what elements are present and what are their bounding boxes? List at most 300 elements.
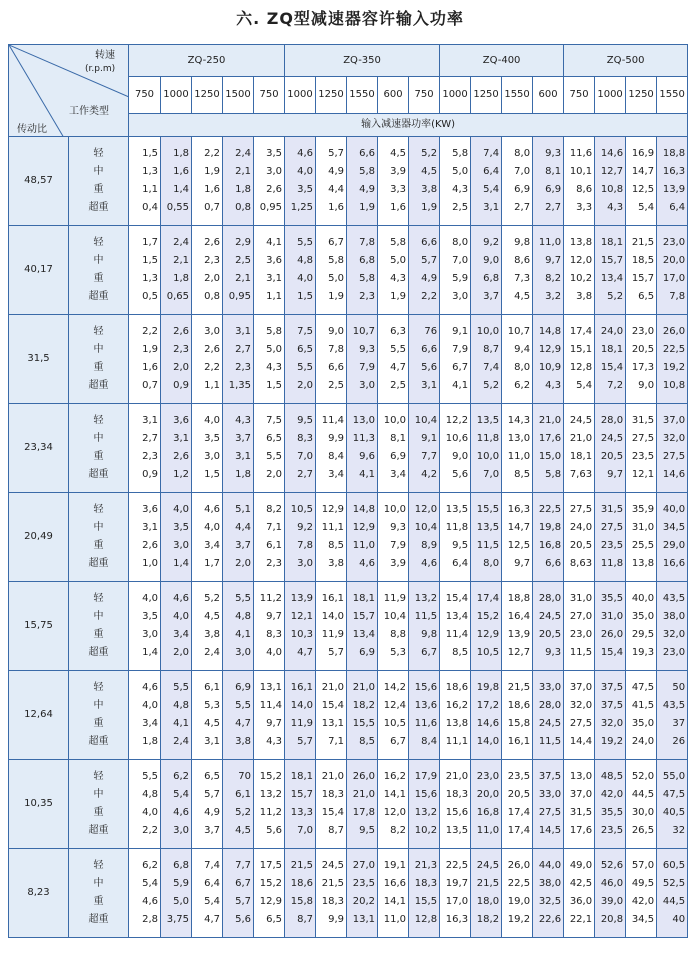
power-value: 3,0 xyxy=(142,629,158,640)
power-value: 9,5 xyxy=(359,825,376,836)
power-value-cell xyxy=(347,404,378,493)
power-value-cell xyxy=(254,404,285,493)
power-value-cell xyxy=(409,582,440,671)
power-value: 4,5 xyxy=(514,291,531,302)
power-value: 0,95 xyxy=(228,291,251,302)
work-type-label: 超重 xyxy=(88,202,109,213)
table-row xyxy=(9,849,688,938)
power-value: 2,7 xyxy=(235,344,251,355)
power-value: 7,8 xyxy=(328,344,345,355)
power-value: 7,2 xyxy=(607,380,624,391)
power-value-cell xyxy=(129,582,161,671)
power-value: 3,6 xyxy=(266,255,283,266)
power-value-cell xyxy=(564,404,595,493)
power-value: 24,5 xyxy=(538,718,562,729)
power-value-cell xyxy=(533,582,564,671)
power-value: 14,1 xyxy=(383,896,407,907)
power-value: 3,0 xyxy=(297,558,314,569)
power-value: 12,9 xyxy=(476,629,500,640)
power-value: 13,9 xyxy=(290,593,314,604)
power-value: 2,0 xyxy=(173,647,189,658)
power-value-cell xyxy=(192,671,223,760)
power-value: 21,0 xyxy=(445,771,469,782)
power-value: 5,9 xyxy=(452,273,469,284)
power-value: 3,5 xyxy=(266,148,283,159)
power-value: 9,7 xyxy=(266,611,283,622)
power-value-cell xyxy=(254,671,285,760)
power-value: 15,7 xyxy=(290,789,314,800)
power-value: 5,8 xyxy=(452,148,469,159)
speed-unit-label: (r.p.m) xyxy=(85,64,116,74)
power-value: 21,0 xyxy=(538,415,562,426)
power-value: 16,1 xyxy=(321,593,345,604)
power-value: 6,7 xyxy=(421,647,438,658)
model-header: ZQ-350 xyxy=(285,45,440,77)
power-value: 9,0 xyxy=(452,451,469,462)
power-value-cell xyxy=(223,404,254,493)
power-value: 17,3 xyxy=(631,362,655,373)
power-value: 15,5 xyxy=(414,896,438,907)
power-value: 12,0 xyxy=(569,255,593,266)
power-value-cell xyxy=(595,404,626,493)
ratio-cell: 20,49 xyxy=(9,493,69,582)
power-value: 32,0 xyxy=(662,629,686,640)
power-value: 5,2 xyxy=(421,148,438,159)
power-value: 1,4 xyxy=(173,184,189,195)
power-value: 5,5 xyxy=(235,700,251,711)
power-value: 4,3 xyxy=(235,415,251,426)
power-value-cell xyxy=(471,493,502,582)
power-value-cell xyxy=(347,849,378,938)
power-value: 47,5 xyxy=(631,682,655,693)
power-value: 12,8 xyxy=(569,362,593,373)
power-value: 7,0 xyxy=(483,469,500,480)
speed-header-cell: 750 xyxy=(564,77,595,114)
power-value: 15,2 xyxy=(259,878,283,889)
power-value: 13,0 xyxy=(352,415,376,426)
power-value: 12,1 xyxy=(631,469,655,480)
power-value: 5,4 xyxy=(204,896,220,907)
power-value: 6,9 xyxy=(514,184,531,195)
power-value: 37 xyxy=(672,718,686,729)
power-value: 18,3 xyxy=(321,896,345,907)
power-value: 2,2 xyxy=(204,148,220,159)
power-value: 6,5 xyxy=(266,433,283,444)
power-value: 37,0 xyxy=(569,789,593,800)
power-value: 11,4 xyxy=(445,629,469,640)
power-value: 34,5 xyxy=(662,522,686,533)
power-value: 24,5 xyxy=(538,611,562,622)
power-value: 21,5 xyxy=(321,878,345,889)
power-value: 40,5 xyxy=(662,807,686,818)
speed-header-cell: 600 xyxy=(378,77,409,114)
power-value: 9,5 xyxy=(297,415,314,426)
power-value-cell xyxy=(161,137,192,226)
power-value: 5,5 xyxy=(235,593,251,604)
power-value-cell xyxy=(440,137,471,226)
power-value: 2,0 xyxy=(173,362,189,373)
power-value: 25,5 xyxy=(631,540,655,551)
work-type-label: 中 xyxy=(93,255,104,266)
power-value: 16,2 xyxy=(445,700,469,711)
power-value-cell xyxy=(564,137,595,226)
power-value-cell xyxy=(223,226,254,315)
power-value: 20,0 xyxy=(662,255,686,266)
power-value: 3,4 xyxy=(173,629,189,640)
power-value: 7,9 xyxy=(452,344,469,355)
power-value-cell xyxy=(347,760,378,849)
power-value-cell xyxy=(254,137,285,226)
power-value: 24,5 xyxy=(569,415,593,426)
power-value: 4,0 xyxy=(297,166,314,177)
power-value: 5,2 xyxy=(204,593,220,604)
work-type-label: 中 xyxy=(93,522,104,533)
power-value: 8,2 xyxy=(266,504,283,515)
power-value: 4,0 xyxy=(142,807,158,818)
power-value: 11,9 xyxy=(290,718,314,729)
power-value: 5,3 xyxy=(204,700,220,711)
power-value: 19,8 xyxy=(476,682,500,693)
speed-header-cell: 1000 xyxy=(161,77,192,114)
speed-header-cell: 1250 xyxy=(471,77,502,114)
power-value: 13,4 xyxy=(600,273,624,284)
power-value: 26,0 xyxy=(352,771,376,782)
power-value: 5,5 xyxy=(297,362,314,373)
power-value: 8,9 xyxy=(421,540,438,551)
power-value: 3,7 xyxy=(235,433,251,444)
model-header: ZQ-250 xyxy=(129,45,285,77)
power-value: 6,7 xyxy=(390,736,407,747)
power-value: 4,8 xyxy=(142,789,158,800)
power-value-cell xyxy=(502,315,533,404)
power-value: 15,2 xyxy=(476,611,500,622)
power-value-cell xyxy=(223,671,254,760)
power-value-cell xyxy=(471,226,502,315)
power-value: 6,4 xyxy=(452,558,469,569)
power-value: 12,9 xyxy=(352,522,376,533)
power-value: 10,5 xyxy=(476,647,500,658)
power-value-cell xyxy=(533,760,564,849)
power-value-cell xyxy=(254,493,285,582)
power-value: 4,7 xyxy=(390,362,407,373)
work-type-label: 重 xyxy=(93,362,104,373)
power-value: 10,0 xyxy=(383,415,407,426)
power-value: 4,6 xyxy=(421,558,438,569)
model-header: ZQ-500 xyxy=(564,45,688,77)
power-value: 8,7 xyxy=(328,825,345,836)
power-value: 13,1 xyxy=(352,914,376,925)
power-value: 6,4 xyxy=(669,202,686,213)
work-type-label: 重 xyxy=(93,273,104,284)
power-value-cell xyxy=(378,760,409,849)
power-value: 18,2 xyxy=(476,914,500,925)
power-value: 18,8 xyxy=(507,593,531,604)
power-value: 6,8 xyxy=(173,860,189,871)
power-value: 32,0 xyxy=(600,718,624,729)
power-unit-header: 输入减速器功率(KW) xyxy=(129,114,688,137)
power-value: 12,7 xyxy=(507,647,531,658)
power-value: 15,6 xyxy=(414,789,438,800)
power-value-cell xyxy=(285,137,316,226)
power-value-cell xyxy=(533,671,564,760)
power-value: 5,8 xyxy=(390,237,407,248)
power-value: 18,3 xyxy=(414,878,438,889)
power-value: 3,2 xyxy=(545,291,562,302)
power-value: 11,0 xyxy=(352,540,376,551)
power-value: 6,2 xyxy=(514,380,531,391)
power-value-cell xyxy=(285,315,316,404)
power-value: 29,5 xyxy=(631,629,655,640)
power-value-cell xyxy=(285,671,316,760)
power-value: 13,5 xyxy=(476,522,500,533)
power-value: 18,2 xyxy=(352,700,376,711)
power-value: 2,3 xyxy=(359,291,376,302)
power-value: 5,8 xyxy=(359,273,376,284)
work-type-cell xyxy=(69,493,129,582)
power-value: 20,5 xyxy=(507,789,531,800)
power-value: 5,6 xyxy=(421,362,438,373)
power-value: 1,8 xyxy=(235,469,251,480)
power-value: 6,5 xyxy=(204,771,220,782)
power-value: 13,9 xyxy=(662,184,686,195)
power-value-cell xyxy=(129,137,161,226)
power-value: 0,4 xyxy=(142,202,158,213)
power-value: 11,4 xyxy=(259,700,283,711)
power-value-cell xyxy=(440,493,471,582)
power-value: 22,6 xyxy=(538,914,562,925)
power-value: 1,3 xyxy=(142,166,158,177)
power-value: 1,9 xyxy=(390,291,407,302)
power-value-cell xyxy=(533,137,564,226)
power-value: 6,6 xyxy=(545,558,562,569)
power-value: 8,63 xyxy=(569,558,593,569)
speed-header-cell: 1550 xyxy=(347,77,378,114)
power-value: 14,3 xyxy=(507,415,531,426)
power-value: 32,0 xyxy=(569,700,593,711)
ratio-label: 传动比 xyxy=(17,124,47,135)
power-value: 2,0 xyxy=(266,469,283,480)
power-value: 47,5 xyxy=(662,789,686,800)
power-value: 35,0 xyxy=(631,718,655,729)
power-value: 2,7 xyxy=(142,433,158,444)
power-value: 13,0 xyxy=(507,433,531,444)
power-value: 6,4 xyxy=(204,878,220,889)
power-value: 34,5 xyxy=(631,914,655,925)
power-value: 2,6 xyxy=(142,540,158,551)
power-value: 22,5 xyxy=(662,344,686,355)
power-value: 19,2 xyxy=(507,914,531,925)
speed-header-cell: 1250 xyxy=(192,77,223,114)
power-value-cell xyxy=(657,671,688,760)
speed-header-cell: 1000 xyxy=(595,77,626,114)
power-value-cell xyxy=(192,315,223,404)
power-value: 23,0 xyxy=(662,647,686,658)
power-value: 12,0 xyxy=(414,504,438,515)
power-value: 20,2 xyxy=(352,896,376,907)
ratio-cell: 8,23 xyxy=(9,849,69,938)
power-value: 30,0 xyxy=(631,807,655,818)
power-value: 37,0 xyxy=(662,415,686,426)
power-value: 3,1 xyxy=(142,522,158,533)
power-value: 11,1 xyxy=(321,522,345,533)
work-type-cell xyxy=(69,760,129,849)
power-value: 13,2 xyxy=(414,807,438,818)
power-value: 27,5 xyxy=(569,504,593,515)
power-value: 23,0 xyxy=(569,629,593,640)
power-value: 16,3 xyxy=(662,166,686,177)
power-value-cell xyxy=(626,404,657,493)
power-value: 10,4 xyxy=(414,522,438,533)
power-value: 14,0 xyxy=(290,700,314,711)
power-value: 14,6 xyxy=(600,148,624,159)
power-value: 16,8 xyxy=(538,540,562,551)
power-value: 11,9 xyxy=(383,593,407,604)
power-value: 21,0 xyxy=(352,682,376,693)
power-value-cell xyxy=(564,226,595,315)
power-value: 31,5 xyxy=(631,415,655,426)
power-value-cell xyxy=(595,760,626,849)
work-type-label: 重 xyxy=(93,451,104,462)
power-value: 49,5 xyxy=(631,878,655,889)
power-value: 1,8 xyxy=(235,184,251,195)
power-value: 44,5 xyxy=(631,789,655,800)
power-value: 2,5 xyxy=(452,202,469,213)
power-value-cell xyxy=(161,226,192,315)
power-value: 11,8 xyxy=(600,558,624,569)
power-value-cell xyxy=(595,582,626,671)
power-value: 31,0 xyxy=(569,593,593,604)
power-value: 4,1 xyxy=(359,469,376,480)
power-value: 1,7 xyxy=(204,558,220,569)
power-value: 57,0 xyxy=(631,860,655,871)
power-value: 3,1 xyxy=(173,433,189,444)
power-value: 9,5 xyxy=(452,540,469,551)
power-value: 5,4 xyxy=(142,878,158,889)
power-value: 50 xyxy=(672,682,686,693)
power-value: 21,0 xyxy=(352,789,376,800)
power-value: 3,1 xyxy=(204,736,220,747)
power-value: 3,4 xyxy=(204,540,220,551)
power-value: 2,6 xyxy=(266,184,283,195)
power-value: 18,3 xyxy=(445,789,469,800)
power-value-cell xyxy=(657,582,688,671)
power-value-cell xyxy=(440,315,471,404)
power-value: 7,0 xyxy=(514,166,531,177)
power-value: 14,7 xyxy=(507,522,531,533)
power-value: 2,1 xyxy=(173,255,189,266)
power-value-cell xyxy=(254,849,285,938)
work-type-label: 重 xyxy=(93,896,104,907)
power-value-cell xyxy=(471,404,502,493)
power-value-cell xyxy=(378,404,409,493)
power-value-cell xyxy=(657,315,688,404)
power-value: 7,0 xyxy=(452,255,469,266)
power-value: 14,4 xyxy=(569,736,593,747)
power-value: 27,5 xyxy=(569,718,593,729)
power-value: 31,0 xyxy=(631,522,655,533)
power-value: 21,0 xyxy=(321,771,345,782)
page-title: 六. ZQ型减速器容许输入功率 xyxy=(236,9,464,28)
power-value: 10,1 xyxy=(569,166,593,177)
power-value: 4,5 xyxy=(421,166,438,177)
power-value: 2,3 xyxy=(173,344,189,355)
power-value: 1,4 xyxy=(173,558,189,569)
power-value: 23,0 xyxy=(662,237,686,248)
power-value: 0,95 xyxy=(259,202,283,213)
power-value: 35,9 xyxy=(631,504,655,515)
power-value-cell xyxy=(285,582,316,671)
power-value: 13,3 xyxy=(290,807,314,818)
power-value: 1,8 xyxy=(142,736,158,747)
power-value: 4,3 xyxy=(452,184,469,195)
power-value: 4,4 xyxy=(328,184,345,195)
power-value: 1,9 xyxy=(328,291,345,302)
power-value-cell xyxy=(161,582,192,671)
power-value-cell xyxy=(440,404,471,493)
table-corner-header xyxy=(9,45,129,137)
power-value: 4,6 xyxy=(142,682,158,693)
power-value: 9,4 xyxy=(514,344,531,355)
power-value: 32,5 xyxy=(538,896,562,907)
power-value: 9,1 xyxy=(421,433,438,444)
power-value: 8,5 xyxy=(359,736,376,747)
power-value: 4,7 xyxy=(204,914,220,925)
power-value: 9,7 xyxy=(514,558,531,569)
power-value: 2,5 xyxy=(328,380,345,391)
power-value-cell xyxy=(564,493,595,582)
power-value: 2,0 xyxy=(204,273,220,284)
power-value: 1,35 xyxy=(228,380,251,391)
power-value: 5,5 xyxy=(173,682,189,693)
power-value: 4,6 xyxy=(173,807,189,818)
power-value: 21,5 xyxy=(507,682,531,693)
power-value: 26,0 xyxy=(600,629,624,640)
power-value: 9,9 xyxy=(328,914,345,925)
power-value: 13,5 xyxy=(445,504,469,515)
power-value: 4,6 xyxy=(173,593,189,604)
power-value: 16,2 xyxy=(383,771,407,782)
power-value: 3,4 xyxy=(328,469,345,480)
power-value-cell xyxy=(626,226,657,315)
power-value: 17,2 xyxy=(476,700,500,711)
power-value: 35,5 xyxy=(600,593,624,604)
power-value: 3,0 xyxy=(173,825,189,836)
power-value: 4,8 xyxy=(235,611,251,622)
power-value: 3,5 xyxy=(173,522,189,533)
power-value-cell xyxy=(192,760,223,849)
table-row xyxy=(9,404,688,493)
work-type-label: 重 xyxy=(93,629,104,640)
power-value: 1,6 xyxy=(390,202,407,213)
power-value: 0,9 xyxy=(142,469,158,480)
power-value: 8,3 xyxy=(297,433,314,444)
power-value: 7,5 xyxy=(266,415,283,426)
power-value: 0,55 xyxy=(166,202,189,213)
power-value-cell xyxy=(129,404,161,493)
power-value: 16,6 xyxy=(383,878,407,889)
power-value: 4,0 xyxy=(142,593,158,604)
power-value: 21,0 xyxy=(321,682,345,693)
power-value: 9,3 xyxy=(545,148,562,159)
power-value-cell xyxy=(626,493,657,582)
power-value: 1,5 xyxy=(204,469,220,480)
power-value: 11,4 xyxy=(321,415,345,426)
power-value: 11,9 xyxy=(321,629,345,640)
power-value: 7,63 xyxy=(569,469,593,480)
power-value-cell xyxy=(223,849,254,938)
work-type-label: 轻 xyxy=(93,593,104,604)
power-value-cell xyxy=(254,582,285,671)
